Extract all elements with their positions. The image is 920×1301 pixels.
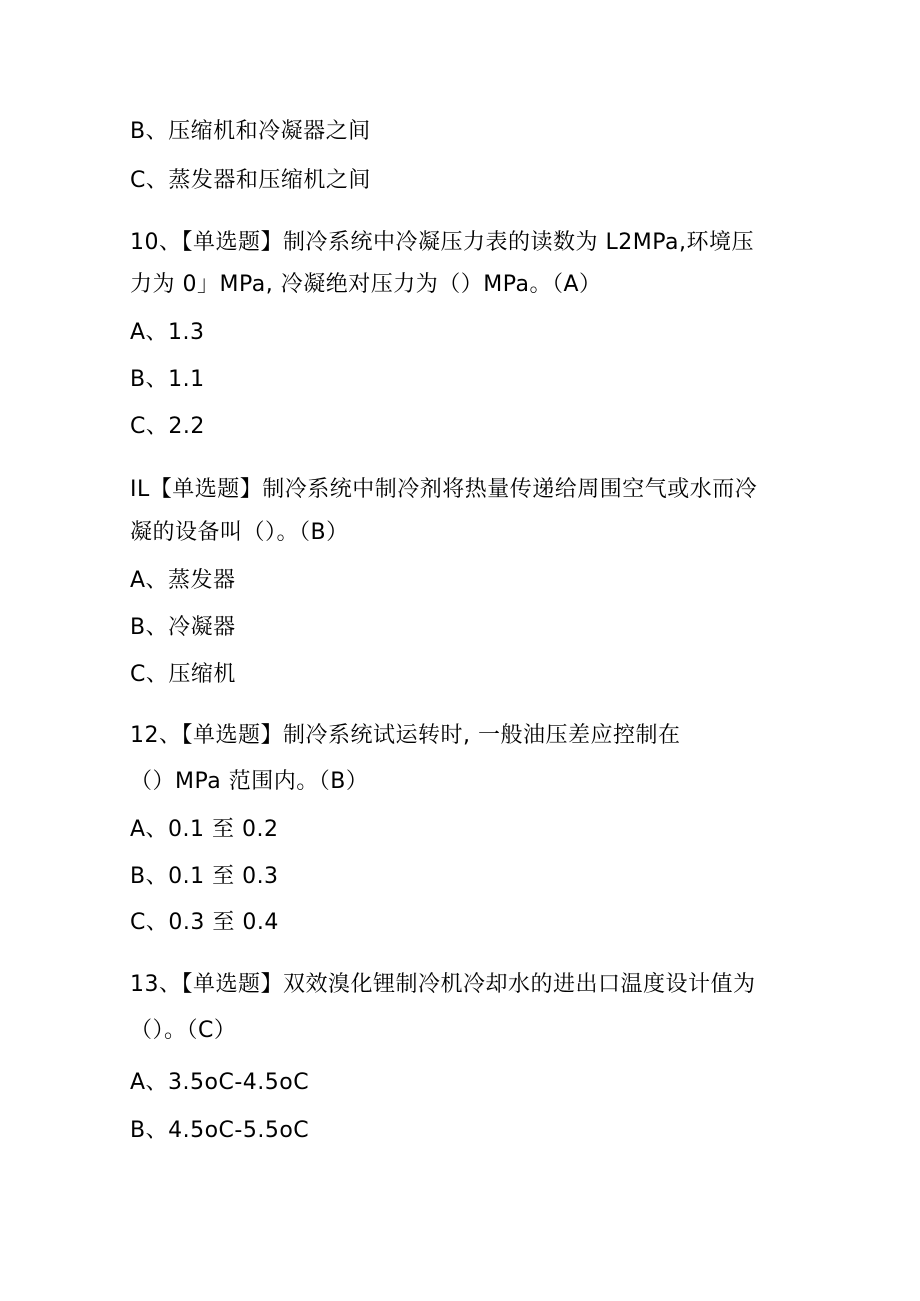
option-line-q12-a: A、0.1 至 0.2 — [130, 817, 279, 842]
option-line-q11-a: A、蒸发器 — [130, 568, 236, 593]
question-13-line-1: 13、【单选题】双效溴化锂制冷机冷却水的进出口温度设计值为 — [130, 972, 756, 997]
option-line-q9-c: C、蒸发器和压缩机之间 — [130, 168, 371, 193]
option-line-q12-c: C、0.3 至 0.4 — [130, 910, 279, 935]
option-line-q12-b: B、0.1 至 0.3 — [130, 864, 279, 889]
question-11-line-2: 凝的设备叫（）。（B） — [130, 520, 349, 545]
option-line-q9-b: B、压缩机和冷凝器之间 — [130, 119, 371, 144]
option-line-q11-c: C、压缩机 — [130, 662, 236, 687]
option-line-q11-b: B、冷凝器 — [130, 615, 236, 640]
option-line-q10-c: C、2.2 — [130, 414, 205, 439]
question-10-line-1: 10、【单选题】制冷系统中冷凝压力表的读数为 L2MPa,环境压 — [130, 230, 754, 255]
question-12-line-1: 12、【单选题】制冷系统试运转时, 一般油压差应控制在 — [130, 723, 681, 748]
question-13-line-2: （）。（C） — [130, 1018, 237, 1043]
question-12-line-2: （）MPa 范围内。（B） — [130, 769, 369, 794]
option-line-q10-a: A、1.3 — [130, 320, 205, 345]
question-11-line-1: IL【单选题】制冷系统中制冷剂将热量传递给周围空气或水而冷 — [130, 477, 758, 502]
option-line-q13-a: A、3.5oC-4.5oC — [130, 1070, 310, 1095]
option-line-q10-b: B、1.1 — [130, 367, 205, 392]
question-10-line-2: 力为 0」MPa, 冷凝绝对压力为（）MPa。（A） — [130, 272, 602, 297]
option-line-q13-b: B、4.5oC-5.5oC — [130, 1118, 310, 1143]
